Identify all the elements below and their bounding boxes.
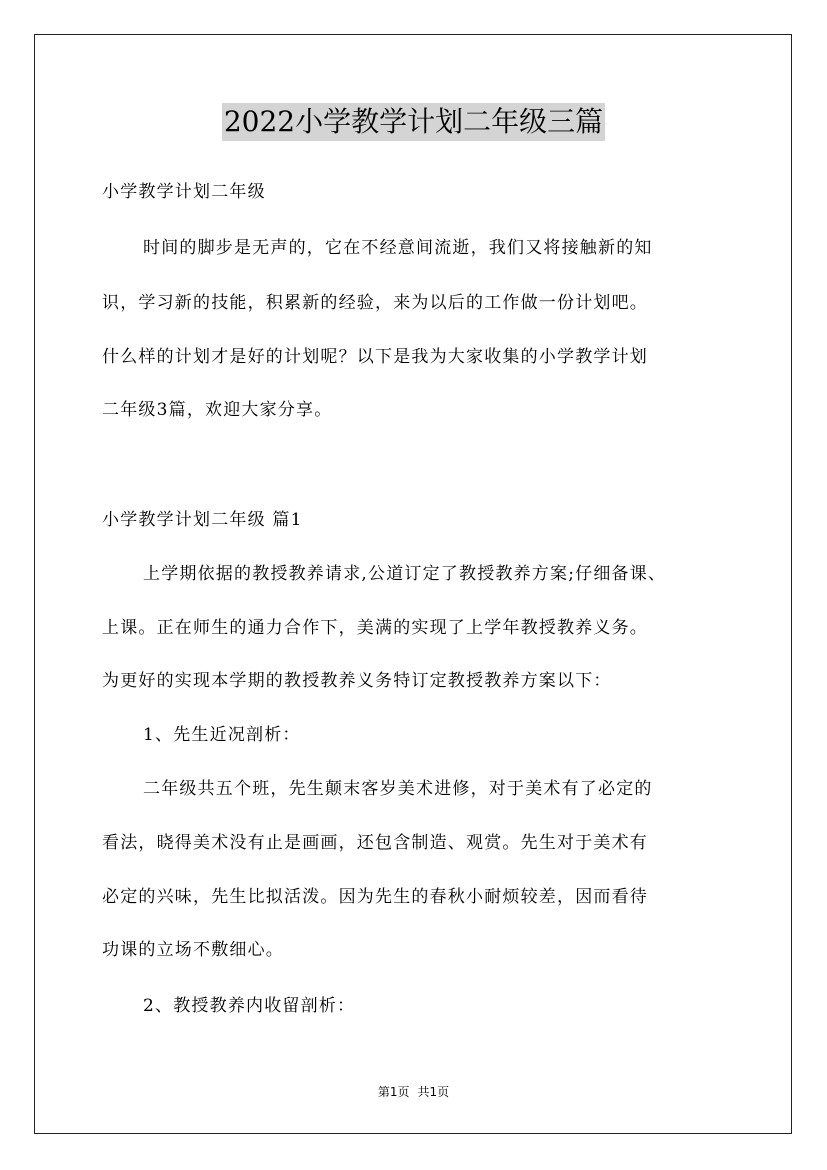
page-number: 第1页 (377, 1085, 410, 1099)
page-footer (0, 1084, 827, 1100)
paragraph-line: 必定的兴味，先生比拟活泼。因为先生的春秋小耐烦较差，因而看待 (102, 887, 648, 907)
paragraph-line: 识，学习新的技能，积累新的经验，来为以后的工作做一份计划吧。 (102, 293, 648, 313)
section-heading: 小学教学计划二年级 篇1 (102, 510, 303, 530)
title-container (0, 103, 827, 141)
paragraph-line: 二年级共五个班，先生颠末客岁美术进修，对于美术有了必定的 (143, 779, 653, 799)
paragraph-line: 为更好的实现本学期的教授教养义务特订定教授教养方案以下： (102, 671, 612, 691)
list-heading: 1、先生近况剖析： (143, 725, 301, 745)
paragraph-line: 功课的立场不敷细心。 (102, 940, 284, 960)
document-title: 2022小学教学计划二年级三篇 (222, 103, 605, 141)
paragraph-line: 看法，晓得美术没有止是画画，还包含制造、观赏。先生对于美术有 (102, 833, 648, 853)
paragraph-line: 什么样的计划才是好的计划呢？以下是我为大家收集的小学教学计划 (102, 347, 648, 367)
paragraph-line: 二年级3篇，欢迎大家分享。 (102, 400, 333, 420)
page-count: 共1页 (417, 1085, 450, 1099)
list-heading: 2、教授教养内收留剖析： (143, 996, 356, 1016)
paragraph-line: 上学期依据的教授教养请求,公道订定了教授教养方案;仔细备课、 (143, 564, 667, 584)
section-heading: 小学教学计划二年级 (102, 182, 266, 202)
paragraph-line: 时间的脚步是无声的，它在不经意间流逝，我们又将接触新的知 (143, 238, 653, 258)
paragraph-line: 上课。正在师生的通力合作下，美满的实现了上学年教授教养义务。 (102, 618, 648, 638)
